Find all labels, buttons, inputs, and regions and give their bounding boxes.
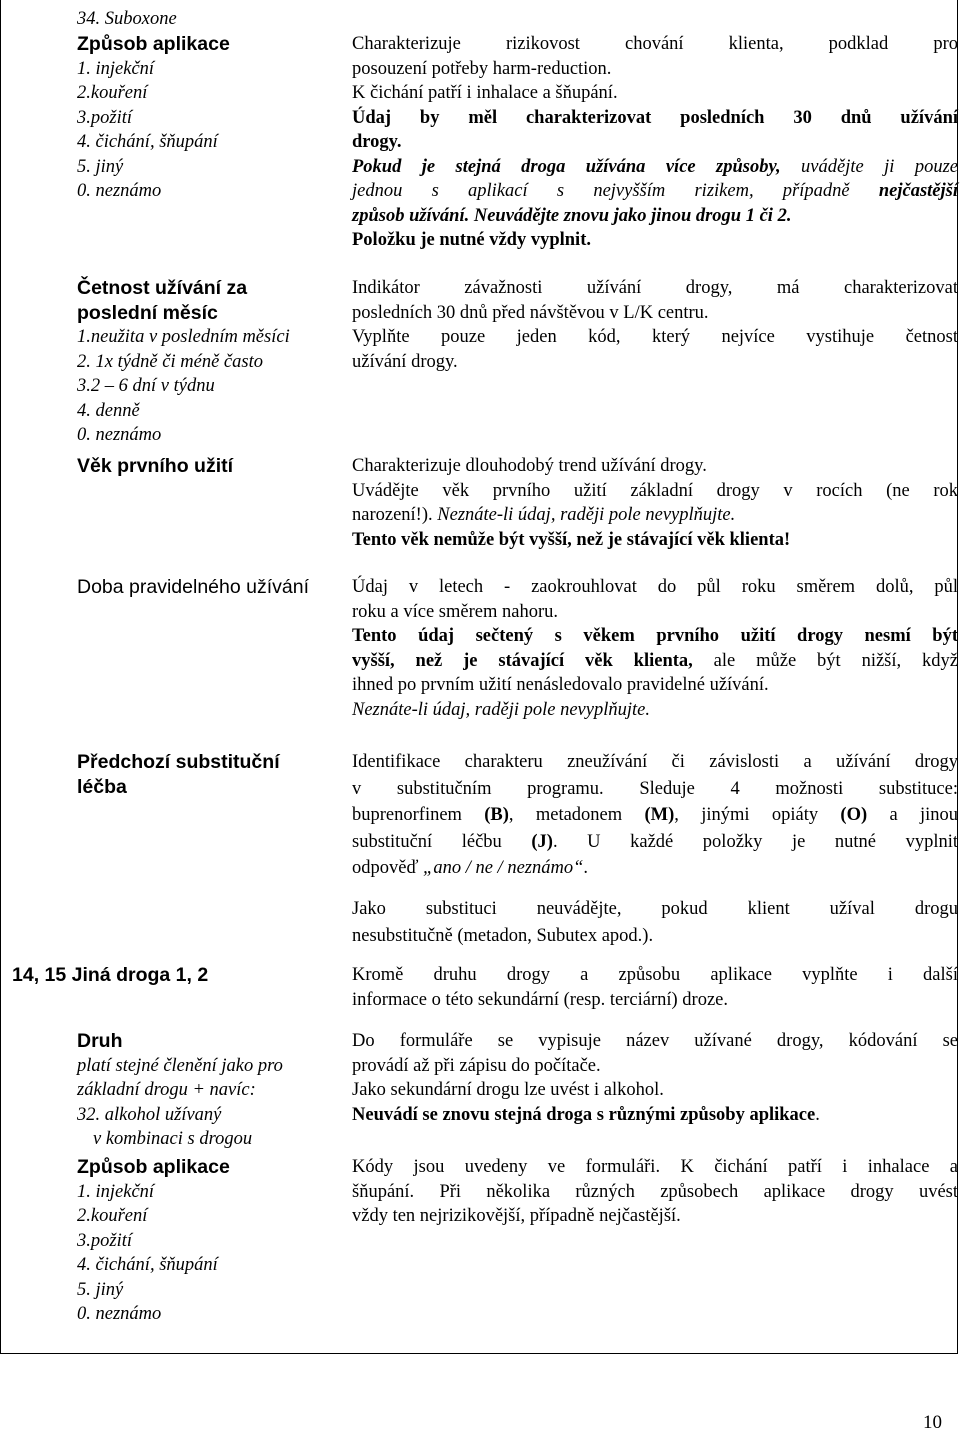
option-item: 1. injekční	[77, 1181, 155, 1202]
text-line: roku a více směrem nahoru.	[352, 601, 558, 622]
field-title: Doba pravidelného užívání	[77, 576, 309, 598]
text-segment: Neuvádějte znovu jako jinou drogu 1 či 2.	[469, 205, 792, 226]
text-segment: (J)	[531, 831, 553, 852]
text-segment: vyšší, než je stávající věk klienta,	[352, 650, 693, 671]
desc-vek-prvniho-uziti	[352, 454, 958, 552]
text-line: Do formuláře se vypisuje název užívané drogy, kódování se	[352, 1031, 958, 1051]
field-title: Četnost užívání za	[77, 277, 248, 299]
text-line: Kódy jsou uvedeny ve formuláři. K čichání patří i inhalace a	[352, 1157, 958, 1177]
field-title: léčba	[77, 775, 127, 798]
text-segment: (O)	[840, 805, 868, 825]
text-segment: .	[815, 1104, 820, 1125]
text-segment: . U každé položky je nutné vyplnit	[552, 831, 959, 852]
text-line: informace o této sekundární (resp. terciární) droze.	[352, 989, 728, 1010]
text-segment: Neuvádí se znovu stejná droga s různými způsoby aplikace	[352, 1104, 816, 1125]
text-segment: Pokud je stejná droga užívána více způsoby,	[352, 156, 781, 177]
option-item: 3.2 – 6 dní v týdnu	[77, 376, 215, 396]
text-segment: odpověď	[352, 858, 424, 878]
field-title: Způsob aplikace	[77, 1156, 230, 1178]
text-segment: ale může být nižší, když	[692, 650, 958, 671]
text-line: posledních 30 dnů před návštěvou v L/K centru.	[352, 302, 709, 323]
option-item: 5. jiný	[77, 1279, 124, 1300]
text-segment: , jinými opiáty	[674, 805, 841, 825]
text-line: Tento věk nemůže být vyšší, než je stávající věk klienta!	[352, 529, 791, 550]
text-segment: jednou s aplikací s nejvyšším rizikem, případně	[352, 181, 879, 201]
text-segment: Neznáte-li údaj, raději pole nevyplňujte.	[437, 505, 736, 525]
table-bottom-border	[0, 1353, 958, 1354]
text-line: K čichání patří i inhalace a šňupání.	[352, 83, 618, 103]
option-item: 2.kouření	[77, 1206, 148, 1226]
text-line: Neznáte-li údaj, raději pole nevyplňujte.	[352, 699, 650, 720]
field-cetnost-uzivani	[77, 276, 347, 448]
text-segment: (B)	[484, 805, 509, 825]
text-line: Tento údaj sečtený s věkem prvního užití drogy nesmí být	[352, 626, 958, 646]
text-line: Indikátor závažnosti užívání drogy, má charakterizovat	[352, 278, 958, 298]
text-segment: narození!).	[352, 505, 438, 525]
text-line: Kromě druhu drogy a způsobu aplikace vyplňte i další	[352, 965, 958, 985]
field-title: Způsob aplikace	[77, 33, 230, 55]
note-line: základní drogu + navíc:	[77, 1080, 256, 1100]
section-heading: 34. Suboxone	[77, 9, 177, 29]
desc-jina-droga	[352, 963, 958, 1012]
text-segment: „ano / ne / neznámo“	[423, 858, 584, 878]
option-item: 0. neznámo	[77, 1304, 162, 1324]
field-title: Věk prvního užití	[77, 455, 234, 477]
table-left-border	[0, 0, 1, 1353]
option-item: 2.kouření	[77, 83, 148, 103]
text-line: Položku je nutné vždy vyplnit.	[352, 230, 591, 250]
field-title: Druh	[77, 1030, 123, 1052]
option-item: 1. injekční	[77, 58, 155, 79]
field-jina-droga	[12, 963, 208, 988]
field-predchozi-substitucni-lecba	[77, 750, 347, 799]
page-number: 10	[923, 1412, 942, 1433]
text-line: v substitučním programu. Sleduje 4 možnosti substituce:	[352, 778, 958, 799]
desc-druh	[352, 1029, 958, 1127]
option-item: 4. čichání, šňupání	[77, 132, 218, 152]
text-line: provádí až při zápisu do počítače.	[352, 1055, 601, 1076]
section-suboxone	[77, 7, 347, 32]
option-item: 4. čichání, šňupání	[77, 1255, 218, 1275]
option-item: 1.neužita v posledním měsíci	[77, 327, 290, 347]
field-zpusob-aplikace-2	[77, 1155, 347, 1327]
text-segment: způsob užívání.	[352, 205, 470, 226]
text-segment: uvádějte ji pouze	[780, 156, 959, 177]
note-line: 32. alkohol užívaný	[77, 1104, 222, 1125]
text-segment: nejčastější	[878, 181, 958, 201]
text-line: Údaj v letech - zaokrouhlovat do půl roku směrem dolů, půl	[352, 577, 958, 597]
option-item: 0. neznámo	[77, 181, 162, 201]
text-line: Jako substituci neuvádějte, pokud klient užíval drogu	[352, 899, 958, 919]
text-line: Identifikace charakteru zneužívání či závislosti a užívání drogy	[352, 752, 958, 772]
text-segment: a jinou	[867, 805, 958, 825]
text-line: nesubstitučně (metadon, Subutex apod.).	[352, 925, 654, 946]
field-vek-prvniho-uziti	[77, 454, 347, 479]
field-title: Předchozí substituční	[77, 751, 280, 773]
text-line: ihned po prvním užití nenásledovalo pravidelné užívání.	[352, 675, 769, 695]
desc-predchozi-substitucni-lecba	[352, 749, 958, 882]
option-item: 3.požití	[77, 1230, 132, 1251]
text-line: vždy ten nejrizikovější, případně nejčastější.	[352, 1206, 681, 1226]
field-title: poslední měsíc	[77, 301, 218, 324]
text-segment: , metadonem	[508, 805, 645, 825]
text-line: Údaj by měl charakterizovat posledních 30 dnů užívání	[352, 107, 958, 128]
text-line: drogy.	[352, 132, 402, 152]
desc-zpusob-aplikace	[352, 32, 958, 253]
desc-cetnost-uzivani	[352, 276, 958, 374]
text-line: Charakterizuje dlouhodobý trend užívání drogy.	[352, 456, 707, 476]
option-item: 2. 1x týdně či méně často	[77, 351, 263, 372]
text-segment: buprenorfinem	[352, 805, 485, 825]
text-line: Uvádějte věk prvního užití základní drogy v rocích (ne rok	[352, 480, 958, 501]
field-druh	[77, 1029, 347, 1152]
option-item: 5. jiný	[77, 156, 124, 177]
text-line: užívání drogy.	[352, 351, 458, 372]
text-line: Vyplňte pouze jeden kód, který nejvíce vystihuje četnost	[352, 327, 958, 347]
text-line: Charakterizuje rizikovost chování klienta, podklad pro	[352, 34, 958, 54]
note-line: v kombinaci s drogou	[93, 1129, 253, 1149]
text-segment: .	[583, 858, 589, 878]
field-number: 14, 15	[12, 964, 67, 986]
text-line: šňupání. Při několika různých způsobech aplikace drogy uvést	[352, 1181, 958, 1202]
field-title: Jiná droga 1, 2	[71, 964, 209, 986]
text-line: Jako sekundární drogu lze uvést i alkohol.	[352, 1080, 664, 1100]
option-item: 4. denně	[77, 400, 140, 421]
option-item: 0. neznámo	[77, 425, 162, 445]
option-item: 3.požití	[77, 107, 132, 128]
text-segment: (M)	[644, 805, 675, 825]
note-line: platí stejné členění jako pro	[77, 1055, 283, 1076]
text-segment: substituční léčbu	[352, 831, 532, 852]
text-line: posouzení potřeby harm-reduction.	[352, 58, 612, 79]
desc-doba-pravidelneho-uzivani	[352, 575, 958, 722]
desc-substituce-note	[352, 896, 958, 949]
field-zpusob-aplikace	[77, 32, 347, 204]
field-doba-pravidelneho-uzivani	[77, 575, 309, 600]
desc-zpusob-aplikace-2	[352, 1155, 958, 1229]
